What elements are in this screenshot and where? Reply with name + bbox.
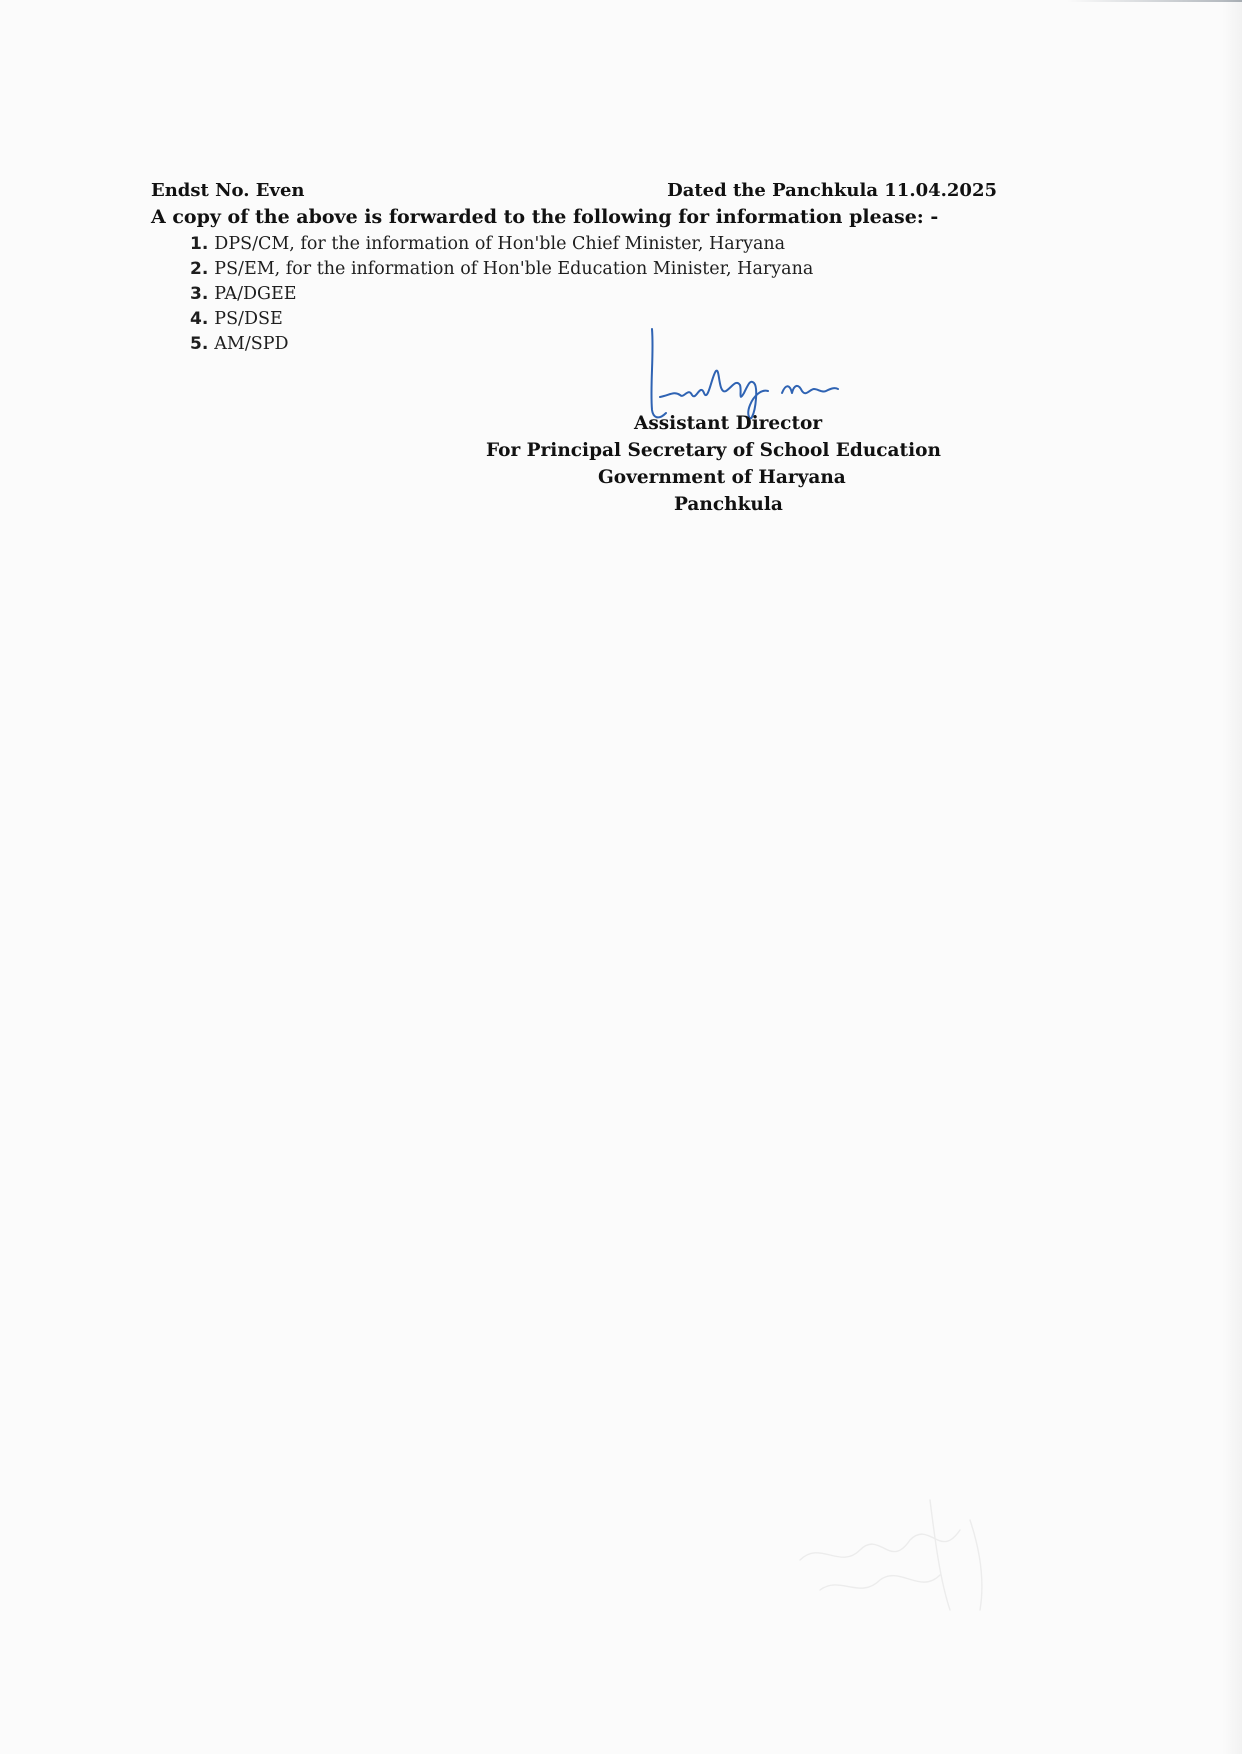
scan-edge-shade xyxy=(1222,0,1242,1754)
list-item-number: 3. xyxy=(190,284,209,304)
signatory-place: Panchkula xyxy=(674,494,783,515)
list-item-number: 5. xyxy=(190,334,209,354)
signatory-title: Assistant Director xyxy=(634,413,823,434)
endorsement-number: Endst No. Even xyxy=(151,180,305,201)
list-item xyxy=(190,257,813,282)
list-item-number: 1. xyxy=(190,234,209,254)
signatory-on-behalf: For Principal Secretary of School Education xyxy=(486,440,941,461)
faint-bleedthrough-mark xyxy=(780,1480,1010,1630)
list-item xyxy=(190,282,813,307)
list-item-text: PA/DGEE xyxy=(214,284,297,304)
list-item-text: AM/SPD xyxy=(214,334,289,354)
list-item-number: 2. xyxy=(190,259,209,279)
signatory-government: Government of Haryana xyxy=(598,467,846,488)
list-item-number: 4. xyxy=(190,309,209,329)
list-item-text: PS/DSE xyxy=(214,309,283,329)
list-item xyxy=(190,232,813,257)
dated-line: Dated the Panchkula 11.04.2025 xyxy=(667,180,997,201)
signatory-block xyxy=(470,410,1010,518)
forward-statement: A copy of the above is forwarded to the following for information please: - xyxy=(151,206,939,228)
list-item-text: DPS/CM, for the information of Hon'ble Chief Minister, Haryana xyxy=(214,234,786,254)
list-item-text: PS/EM, for the information of Hon'ble Education Minister, Haryana xyxy=(214,259,814,279)
scan-edge-line xyxy=(1067,0,1242,2)
endorsement-header xyxy=(151,180,997,206)
